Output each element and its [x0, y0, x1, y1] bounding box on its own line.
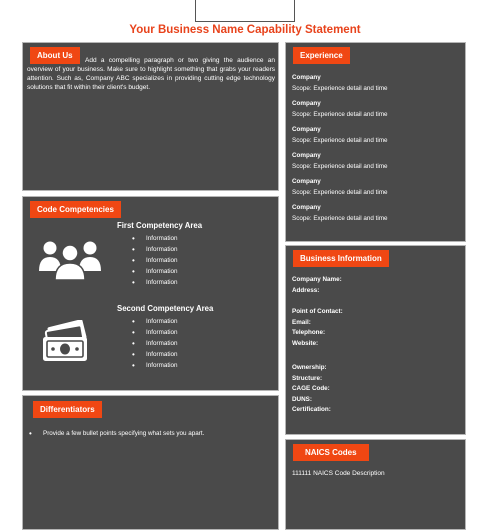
experience-scope: Scope: Experience detail and time	[292, 188, 388, 196]
field-label: DUNS:	[292, 395, 312, 403]
experience-scope: Scope: Experience detail and time	[292, 162, 388, 170]
field-label: Company Name:	[292, 276, 342, 283]
list-item: • Information	[132, 233, 202, 244]
experience-item	[292, 177, 388, 198]
list-item: • Information	[132, 327, 213, 338]
list-item: • Information	[132, 338, 213, 349]
list-item: • Provide a few bullet points specifying what sets you apart.	[29, 428, 204, 439]
competency-list	[132, 316, 213, 371]
logo-placeholder	[195, 0, 295, 22]
experience-item	[292, 99, 388, 120]
field-label: Address:	[292, 286, 320, 294]
competency-area-2	[117, 304, 213, 371]
list-item: • Information	[132, 360, 213, 371]
field-label: Ownership:	[292, 364, 327, 371]
business-info-heading: Business Information	[293, 250, 389, 267]
experience-company: Company	[292, 100, 321, 107]
money-bills-icon	[41, 320, 91, 364]
document-title: Your Business Name Capability Statement	[129, 24, 361, 36]
people-group-icon	[37, 237, 103, 281]
naics-code-line: 111111 NAICS Code Description	[292, 470, 385, 477]
experience-list	[292, 73, 388, 229]
field-label: Telephone:	[292, 329, 326, 336]
competencies-heading: Code Competencies	[30, 201, 121, 218]
field-label: Point of Contact:	[292, 308, 343, 315]
experience-scope: Scope: Experience detail and time	[292, 110, 388, 118]
about-body: Add a compelling paragraph or two giving the audience an overview of your business. Make sure to highlight something that grabs your readers attention. Such as, Company ABC specializes in providing cutting edge technology solutions that fit within their client's budget.	[27, 57, 275, 91]
list-item: • Information	[132, 244, 202, 255]
naics-panel	[285, 439, 466, 530]
experience-scope: Scope: Experience detail and time	[292, 84, 388, 92]
business-info-panel	[285, 245, 466, 435]
experience-item	[292, 73, 388, 94]
experience-company: Company	[292, 126, 321, 133]
differentiators-panel	[22, 395, 279, 530]
competency-area-title: First Competency Area	[117, 221, 203, 230]
experience-panel	[285, 42, 466, 242]
field-label: Certification:	[292, 406, 331, 413]
competency-area-title: Second Competency Area	[117, 304, 214, 313]
naics-heading: NAICS Codes	[293, 444, 369, 461]
experience-scope: Scope: Experience detail and time	[292, 136, 388, 144]
list-item: • Information	[132, 255, 202, 266]
experience-company: Company	[292, 178, 321, 185]
list-item: • Information	[132, 277, 202, 288]
list-item: • Information	[132, 349, 213, 360]
field-label: Email:	[292, 318, 311, 326]
experience-scope: Scope: Experience detail and time	[292, 214, 388, 222]
experience-company: Company	[292, 204, 321, 211]
list-item: • Information	[132, 266, 202, 277]
list-item: • Information	[132, 316, 213, 327]
field-label: CAGE Code:	[292, 385, 330, 392]
differentiators-heading: Differentiators	[33, 401, 102, 418]
differentiators-list	[29, 428, 204, 439]
experience-company: Company	[292, 74, 321, 81]
field-label: Structure:	[292, 374, 323, 382]
competencies-panel	[22, 196, 279, 391]
experience-item	[292, 203, 388, 224]
experience-heading: Experience	[293, 47, 350, 64]
competency-area-1	[117, 221, 202, 288]
field-label: Website:	[292, 339, 319, 347]
competency-list	[132, 233, 202, 288]
business-info-fields	[292, 275, 343, 416]
experience-item	[292, 151, 388, 172]
experience-company: Company	[292, 152, 321, 159]
experience-item	[292, 125, 388, 146]
about-heading: About Us	[30, 47, 80, 64]
about-panel	[22, 42, 279, 191]
